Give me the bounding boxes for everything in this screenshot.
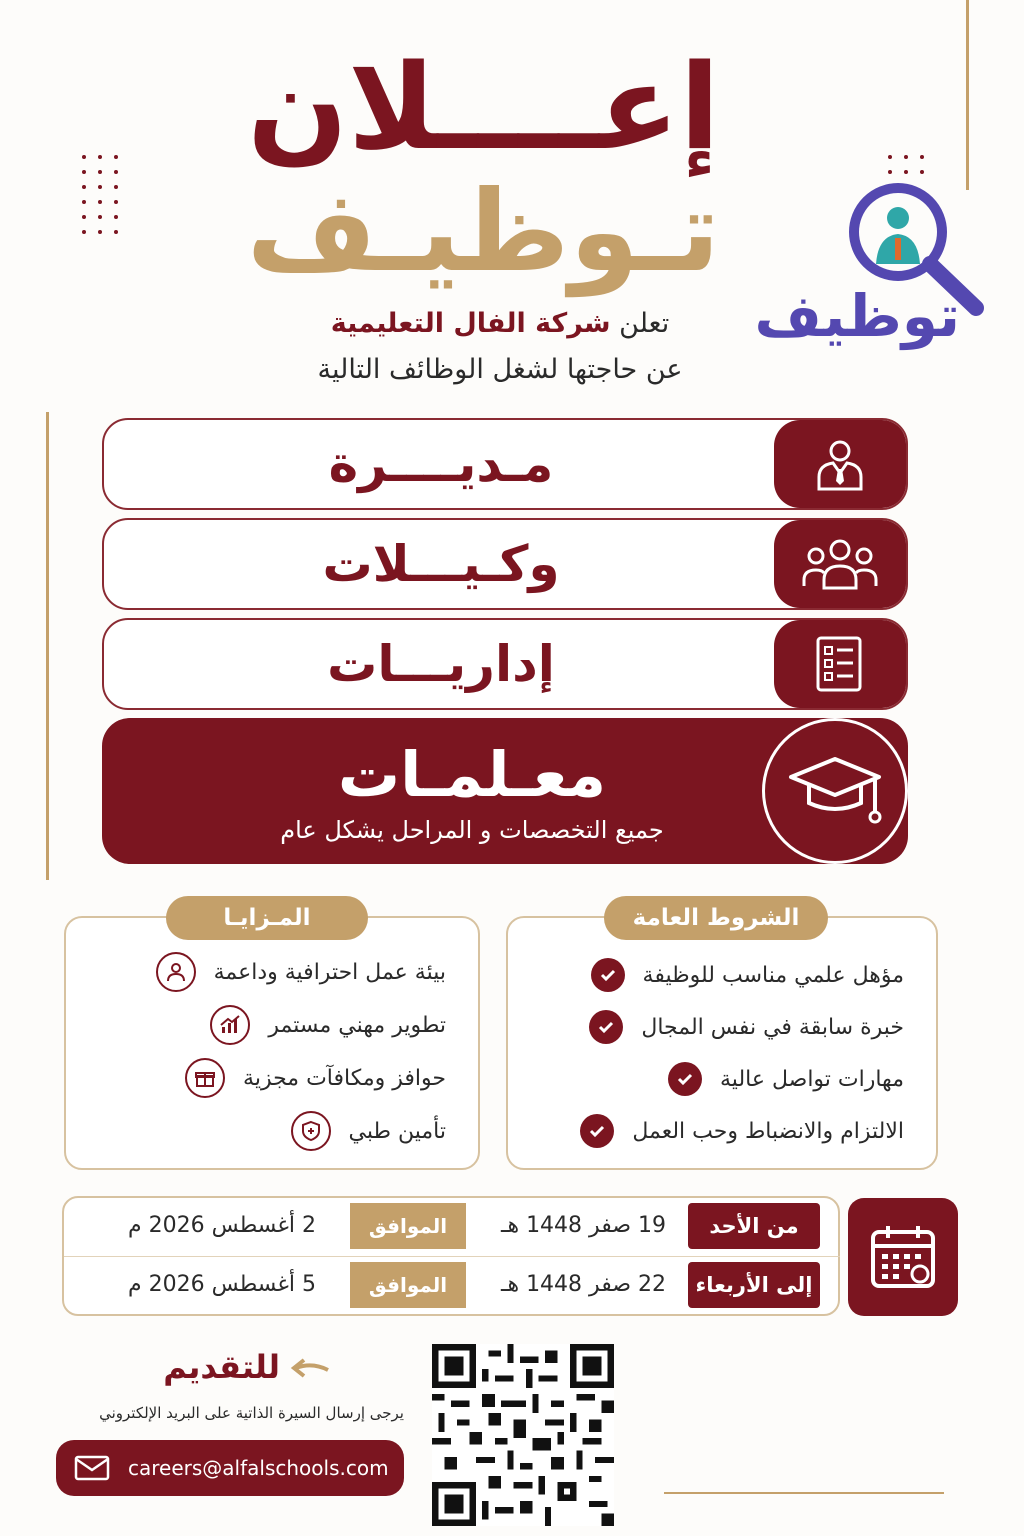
decor-dots-left: [82, 155, 118, 234]
title-line-2: تـوظيـف: [246, 167, 720, 297]
benefit-text: حوافز ومكافآت مجزية: [243, 1065, 446, 1091]
check-icon: [591, 958, 625, 992]
title-line-1: إعــــلان: [247, 38, 720, 176]
job-icon-circle: [762, 718, 908, 864]
benefit-item: [291, 1111, 446, 1151]
benefit-text: تطوير مهني مستمر: [268, 1012, 446, 1038]
decor-line-top-right: [966, 0, 969, 190]
growth-chart-icon: [210, 1005, 250, 1045]
mail-icon: [56, 1455, 128, 1481]
check-icon: [589, 1010, 623, 1044]
benefits-title: المـزايـا: [166, 896, 368, 940]
email-address[interactable]: careers@alfalschools.com: [128, 1456, 389, 1480]
intro-line-2: عن حاجتها لشغل الوظائف التالية: [317, 354, 683, 385]
arrow-left-icon: [290, 1356, 330, 1380]
condition-text: خبرة سابقة في نفس المجال: [641, 1014, 904, 1040]
job-card-administrative: [102, 618, 908, 710]
condition-text: مؤهل علمي مناسب للوظيفة: [642, 962, 904, 988]
job-label-teachers: معـلمـات: [337, 738, 607, 811]
benefit-item: [210, 1005, 446, 1045]
condition-text: الالتزام والانضباط وحب العمل: [632, 1118, 904, 1144]
job-label-deputies: وكـيـــلات: [322, 535, 560, 593]
job-icon-box: [774, 520, 906, 608]
gift-icon: [185, 1058, 225, 1098]
corresponding-label: الموافق: [350, 1262, 466, 1308]
shield-plus-icon: [291, 1111, 331, 1151]
from-gregorian: 2 أغسطس 2026 م: [128, 1213, 316, 1238]
job-subtitle-teachers: جميع التخصصات و المراحل يشكل عام: [280, 816, 664, 844]
logo-text: توظيف: [754, 282, 960, 350]
from-label: من الأحد: [688, 1203, 820, 1249]
job-card-manager: [102, 418, 908, 510]
condition-item: [589, 1010, 904, 1044]
job-label-manager: مـديــــرة: [328, 435, 554, 493]
apply-instruction: يرجى إرسال السيرة الذاتية على البريد الإلكتروني: [99, 1404, 404, 1422]
calendar-icon: [868, 1222, 938, 1292]
email-button[interactable]: [56, 1440, 404, 1496]
company-name: شركة الفال التعليمية: [330, 308, 611, 339]
benefit-text: تأمين طبي: [348, 1118, 446, 1144]
check-icon: [668, 1062, 702, 1096]
condition-item: [591, 958, 904, 992]
from-hijri: 19 صفر 1448 هـ: [501, 1213, 666, 1238]
intro-prefix: تعلن: [619, 308, 670, 339]
check-icon: [580, 1114, 614, 1148]
decor-dots-right: [888, 155, 924, 174]
group-icon: [800, 536, 880, 592]
condition-item: [668, 1062, 904, 1096]
dates-divider: [64, 1256, 840, 1257]
job-card-teachers: [102, 718, 908, 864]
benefit-item: [185, 1058, 446, 1098]
graduation-cap-icon: [787, 751, 883, 831]
job-label-administrative: إداريـــات: [327, 635, 555, 693]
to-gregorian: 5 أغسطس 2026 م: [128, 1272, 316, 1297]
benefit-item: [156, 952, 446, 992]
qr-code[interactable]: [432, 1344, 614, 1526]
benefit-text: بيئة عمل احترافية وداعمة: [213, 959, 446, 985]
to-hijri: 22 صفر 1448 هـ: [501, 1272, 666, 1297]
decor-line-left: [46, 412, 49, 880]
team-icon: [156, 952, 196, 992]
corresponding-label: الموافق: [350, 1203, 466, 1249]
job-card-deputies: [102, 518, 908, 610]
user-tie-icon: [811, 435, 869, 493]
intro-line-1: [280, 308, 720, 339]
calendar-box: [848, 1198, 958, 1316]
condition-item: [580, 1114, 904, 1148]
apply-title: للتقديم: [163, 1348, 280, 1386]
decor-line-bottom: [664, 1492, 944, 1494]
clipboard-list-icon: [814, 634, 866, 694]
to-label: إلى الأربعاء: [688, 1262, 820, 1308]
conditions-title: الشروط العامة: [604, 896, 828, 940]
condition-text: مهارات تواصل عالية: [720, 1066, 904, 1092]
job-icon-box: [774, 420, 906, 508]
job-icon-box: [774, 620, 906, 708]
